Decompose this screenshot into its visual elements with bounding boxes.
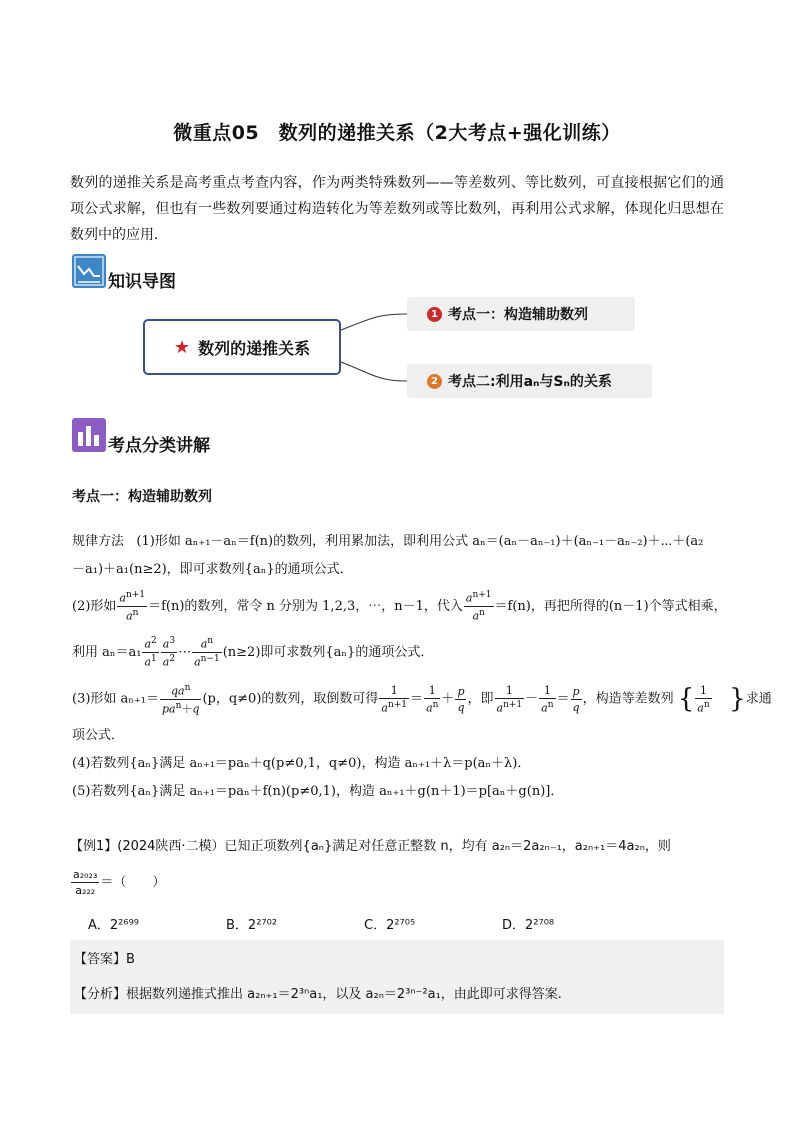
number-one-badge: 1 [427,307,442,322]
fraction: $\frac{1}{a^n}$ [426,683,439,715]
example-block [70,834,724,906]
page-title: 微重点05 数列的递推关系（2大考点+强化训练） [173,122,621,144]
lecture-heading-text: 考点分类讲解 [108,436,210,456]
mindmap-node-topic2-text: 考点二:利用aₙ与Sₙ的关系 [448,374,612,390]
mindmap-node-topic1 [407,297,635,331]
method-line-5: (3)形如 aₙ₊₁＝ $\frac{qa^n}{pa^n+q}$ (p，q≠0)的数列，取倒数可得 $\frac{1}{a^{n+1}}$ ＝ $\frac{1}{a^n}$ ＋ $\frac{p}{q}$ ，即 $\frac{1}{a^{n+1}}$ － $\frac{1}{a^n}$ ＝ $\frac{p}{q}$ ，构造等差数列 { $\frac{1}{a^n}$ }求通 [72,682,772,716]
mindmap-node-topic1-text: 考点一：构造辅助数列 [448,307,588,323]
mindmap-heading-text: 知识导图 [108,272,176,292]
intro-paragraph: 数列的递推关系是高考重点考查内容，作为两类特殊数列——等差数列、等比数列，可直接根据它们的通项公式求解，但也有一些数列要通过构造转化为等差数列或等比数列，再利用公式求解，体现化归思想在数列中的应用． [70,175,724,243]
method-1a: (1)形如 aₙ₊₁－aₙ＝f(n)的数列，利用累加法，即利用公式 aₙ＝(aₙ－aₙ₋₁)＋(aₙ₋₁－aₙ₋₂)＋⋯＋(a₂ [136,534,704,549]
choices-row [88,914,708,933]
mindmap-connectors [0,0,794,420]
method-label: 规律方法 [72,534,125,549]
star-icon: ★ [173,336,191,358]
choice-c[interactable]: C．2²⁷⁰⁵ [364,918,416,933]
answer-line: 【答案】B [74,952,135,967]
example-question-fraction: $\frac{\text{a₂₀₂₃}}{\text{a₂₂₂}}$ ＝（ ） [73,868,166,897]
method-line-4: 利用 aₙ＝a₁ $\frac{a^2}{a^1}$ $\frac{a^3}{a^2}$ ⋯ $\frac{a^n}{a^{n-1}}$ (n≥2)即可求数列{aₙ}的通项公式． [72,636,434,669]
lecture-heading [72,418,210,456]
fraction: $\frac{a^2}{a^1}$ [144,636,157,669]
fraction: $\frac{a^n}{a^{n-1}}$ [194,636,220,669]
choice-a[interactable]: A．2²⁶⁹⁹ [88,918,140,933]
example-question: 【例1】(2024陕西·二模）已知正项数列{aₙ}满足对任意正整数 n，均有 a₂ₙ＝2a₂ₙ₋₁，a₂ₙ₊₁＝4a₂ₙ，则 [70,839,671,854]
fraction: $\frac{qa^n}{pa^n+q}$ [162,682,200,716]
bar-chart-icon [72,418,106,452]
fraction: $\frac{\text{a₂₀₂₃}}{\text{a₂₂₂}}$ [73,868,98,897]
methods-block [72,528,772,806]
method-line-7: (4)若数列{aₙ}满足 aₙ₊₁＝paₙ＋q(p≠0,1，q≠0)，构造 aₙ₊₁＋λ＝p(aₙ＋λ)． [72,756,531,771]
method-line-3: (2)形如 $\frac{a^{n+1}}{a^n}$ ＝f(n)的数列，常令 n 分别为 1,2,3，⋯，n－1，代入 $\frac{a^{n+1}}{a^n}$ ＝f(n)，再把所得的(n－1)个等式相乘， [72,590,727,623]
number-two-badge: 2 [427,374,442,389]
mindmap-center-node [143,319,341,375]
method-line-2: －a₁)＋a₁(n≥2)，即可求数列{aₙ}的通项公式． [72,562,353,577]
fraction: $\frac{p}{q}$ [457,684,465,714]
answer-box [70,940,724,1014]
fraction: $\frac{1}{a^n}$ [541,683,554,715]
topic1-heading: 考点一：构造辅助数列 [72,489,212,505]
method-line-1 [72,528,724,556]
fraction: $\frac{p}{q}$ [572,684,580,714]
fraction: $\frac{a^{n+1}}{a^n}$ [465,590,492,623]
mindmap-center-text: 数列的递推关系 [198,338,311,358]
fraction: $\frac{a^{n+1}}{a^n}$ [119,590,146,623]
choice-d[interactable]: D．2²⁷⁰⁸ [502,918,555,933]
method-line-6: 项公式． [72,728,125,743]
analysis-line: 【分析】根据数列递推式推出 a₂ₙ₊₁＝2³ⁿa₁，以及 a₂ₙ＝2³ⁿ⁻²a₁，由此即可求得答案. [74,987,562,1002]
fraction: $\frac{1}{a^n}$ [697,683,710,715]
mindmap-node-topic2 [407,364,652,398]
fraction: $\frac{1}{a^{n+1}}$ [381,683,408,715]
fraction: $\frac{a^3}{a^2}$ [162,636,176,669]
choice-b[interactable]: B．2²⁷⁰² [226,918,278,933]
method-line-8: (5)若数列{aₙ}满足 aₙ₊₁＝paₙ＋f(n)(p≠0,1)，构造 aₙ₊₁＋g(n＋1)＝p[aₙ＋g(n)]． [72,784,564,799]
fraction: $\frac{1}{a^{n+1}}$ [496,683,523,715]
